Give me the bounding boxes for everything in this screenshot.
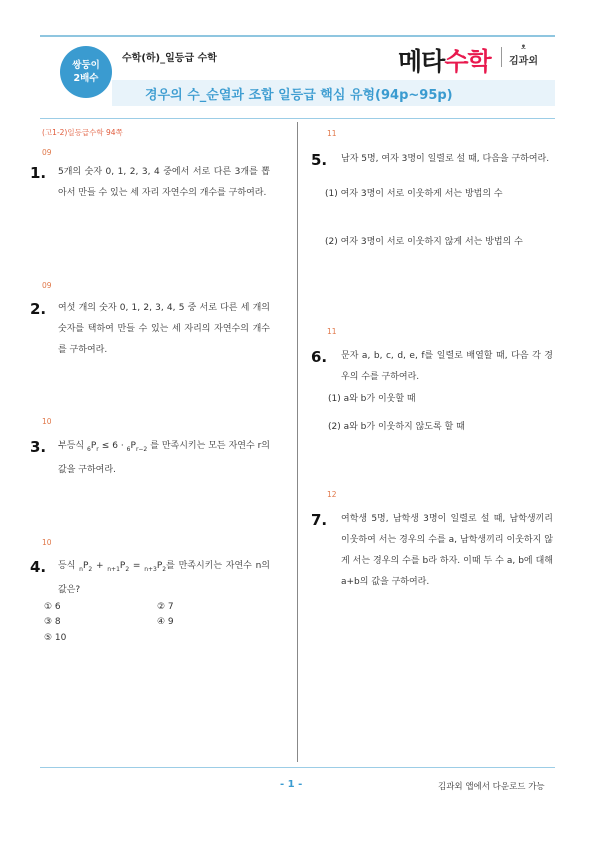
header-bottom-rule (40, 118, 555, 119)
q3-text-e: 를 만족시키는 모든 자연수 r의 값을 구하여라. (58, 441, 270, 475)
q3-sub-r: r (96, 445, 99, 453)
subproblem-5-2: (2) 여자 3명이 서로 이웃하지 않게 서는 방법의 수 (325, 237, 523, 247)
q3-sub-r2: r−2 (135, 445, 148, 453)
problem-number-3: 3. (30, 438, 47, 456)
q3-text-c: ≤ 6 · (98, 441, 127, 451)
q3-sub-n2: 6 (126, 445, 131, 453)
header-top-rule (40, 35, 555, 37)
problem-text-1: 5개의 숫자 0, 1, 2, 3, 4 중에서 서로 다른 3개를 뽑아서 만들 수 있는 세 자리 자연수의 개수를 구하여라. (58, 167, 270, 198)
problem-number-7: 7. (311, 511, 328, 529)
option-5: ⑤ 10 (44, 633, 67, 643)
q4-text-e: = (129, 561, 145, 571)
q3-p1: P (90, 441, 97, 451)
badge-line1: 쌍둥이 (72, 60, 100, 71)
problem-code-6: 11 (327, 327, 337, 336)
option-4: ④ 9 (157, 617, 174, 627)
q4-p2: P (119, 561, 126, 571)
problem-text-7: 여학생 5명, 남학생 3명이 일렬로 설 때, 남학생끼리 이웃하여 서는 경우의 수를 a, 남학생끼리 이웃하지 않게 서는 경우의 수를 b라 하자. 이때 두 수 a, b에 대해 a+b의 값을 구하여라. (341, 514, 553, 587)
page-title: 경우의 수_순열과 조합 일등급 핵심 유형(94p~95p) (145, 88, 453, 103)
q4-p1: P (82, 561, 89, 571)
problem-text-5: 남자 5명, 여자 3명이 일렬로 설 때, 다음을 구하여라. (341, 154, 550, 164)
twin-badge (60, 46, 112, 98)
q4-sub-5: n+3 (144, 565, 157, 573)
problem-text-6: 문자 a, b, c, d, e, f를 일렬로 배열할 때, 다음 각 경우의 수를 구하여라. (341, 351, 553, 382)
owl-icon: ᴥ (521, 42, 526, 51)
brand-text-red: 수학 (444, 47, 491, 76)
q4-sub-2: 2 (88, 565, 93, 573)
q4-sub-6: 2 (162, 565, 167, 573)
option-3: ③ 8 (44, 617, 61, 627)
problem-code-7: 12 (327, 490, 337, 499)
subproblem-5-1: (1) 여자 3명이 서로 이웃하게 서는 방법의 수 (325, 189, 503, 199)
problem-code-1: 09 (42, 148, 52, 157)
column-divider (297, 122, 298, 762)
badge-line2: 2배수 (73, 73, 99, 84)
problem-number-1: 1. (30, 164, 47, 182)
q4-text-a: 등식 (58, 561, 80, 571)
q3-sub-n: 6 (87, 445, 91, 453)
brand-text-black: 메타 (398, 47, 445, 76)
problem-code-4: 10 (42, 538, 52, 547)
subproblem-6-2: (2) a와 b가 이웃하지 않도록 할 때 (328, 422, 465, 432)
problem-code-5: 11 (327, 129, 337, 138)
problem-text-3 (58, 436, 270, 481)
brand-logo (398, 42, 491, 78)
source-reference: (고1-2)일등급수학 94쪽 (42, 128, 123, 137)
q4-sub-4: 2 (125, 565, 130, 573)
q3-text-a: 부등식 (58, 441, 88, 451)
problem-code-2: 09 (42, 281, 52, 290)
q3-p2: P (130, 441, 136, 451)
q4-text-g: 를 만족시키는 자연수 n의 값은? (58, 561, 271, 595)
problem-text-4 (58, 556, 270, 601)
problem-text-2: 여섯 개의 숫자 0, 1, 2, 3, 4, 5 중 서로 다른 세 개의 숫자를 택하여 만들 수 있는 세 자리의 자연수의 개수를 구하여라. (58, 303, 270, 355)
q4-sub-3: n+1 (107, 565, 120, 573)
page-number: - 1 - (280, 779, 303, 790)
q4-p3: P (156, 561, 163, 571)
problem-number-2: 2. (30, 300, 47, 318)
subject-label: 수학(하)_일등급 수학 (122, 53, 217, 64)
footer-rule (40, 767, 555, 768)
brand-sub-logo: 김과외 (509, 56, 538, 67)
brand-separator (501, 47, 502, 67)
option-1: ① 6 (44, 602, 61, 612)
problem-number-4: 4. (30, 558, 47, 576)
q4-text-c: + (92, 561, 108, 571)
download-note: 김과외 앱에서 다운로드 가능 (438, 782, 545, 792)
q4-sub-1: n (79, 565, 83, 573)
problem-number-5: 5. (311, 151, 328, 169)
problem-number-6: 6. (311, 348, 328, 366)
option-2: ② 7 (157, 602, 174, 612)
subproblem-6-1: (1) a와 b가 이웃할 때 (328, 394, 416, 404)
problem-code-3: 10 (42, 417, 52, 426)
